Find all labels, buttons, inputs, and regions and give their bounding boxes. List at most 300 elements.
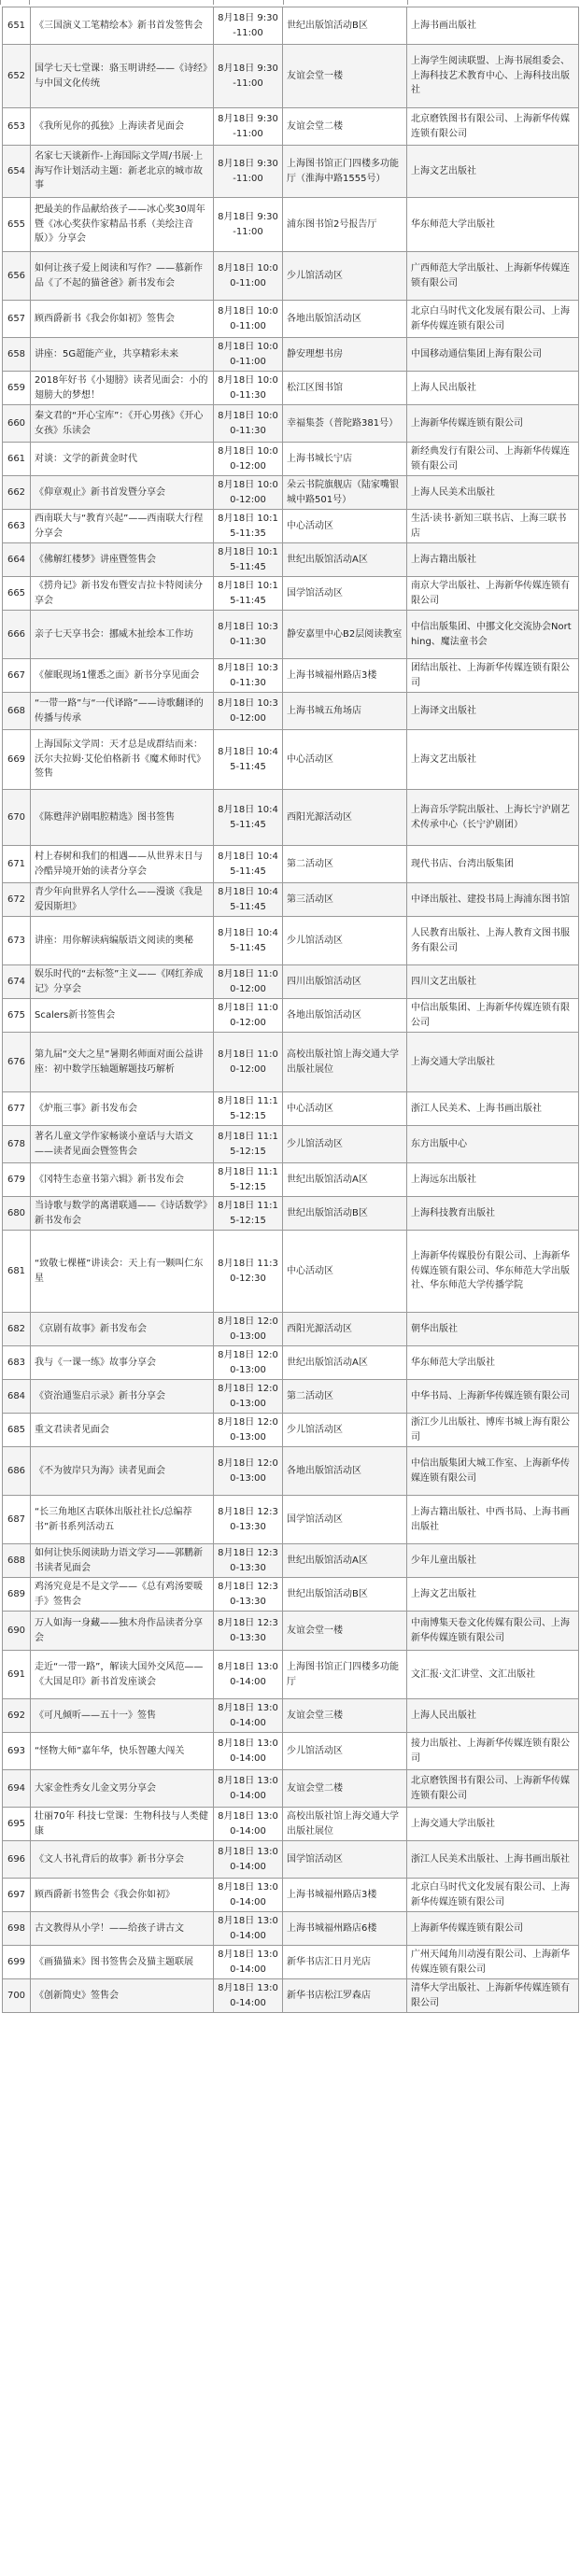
event-organizer: 上海译文出版社 — [407, 693, 579, 730]
event-title: “一带一路”与“一代译路”——诗歌翻译的传播与传承 — [31, 693, 214, 730]
table-row — [3, 1912, 579, 1946]
table-row — [3, 1380, 579, 1414]
event-title: 《冈特生态童书第六辑》新书发布会 — [31, 1163, 214, 1197]
event-date-time: 8月18日 10:00-12:00 — [214, 443, 283, 476]
event-venue: 友谊会堂二楼 — [283, 108, 407, 146]
event-venue: 世纪出版馆活动A区 — [283, 543, 407, 577]
event-date-time: 8月18日 11:00-12:00 — [214, 1033, 283, 1092]
event-date-time: 8月18日 10:00-11:00 — [214, 338, 283, 372]
event-venue: 少儿馆活动区 — [283, 1733, 407, 1770]
event-date-time: 8月18日 10:15-11:35 — [214, 510, 283, 543]
event-schedule-table — [2, 7, 579, 2013]
event-date-time: 8月18日 13:00-14:00 — [214, 1808, 283, 1841]
event-date-time: 8月18日 9:30-11:00 — [214, 146, 283, 198]
event-date-time: 8月18日 13:00-14:00 — [214, 1879, 283, 1912]
event-number: 691 — [3, 1651, 31, 1699]
event-organizer: 中南博集天卷文化传媒有限公司、上海新华传媒连锁有限公司 — [407, 1612, 579, 1651]
table-row — [3, 7, 579, 45]
event-title: 亲子七天享书会：挪威木扯绘本工作坊 — [31, 611, 214, 659]
event-title: 我与《一课一练》故事分享会 — [31, 1346, 214, 1380]
event-title: 《资治通鉴启示录》新书分享会 — [31, 1380, 214, 1414]
event-title: 《陈甦萍沪剧唱腔精选》图书签售 — [31, 790, 214, 846]
event-venue: 上海书城长宁店 — [283, 443, 407, 476]
event-venue: 少儿馆活动区 — [283, 1126, 407, 1163]
event-organizer: 广州天闻角川动漫有限公司、上海新华传媒连锁有限公司 — [407, 1946, 579, 1979]
event-title: 第九届“交大之星”暑期名师面对面公益讲座：初中数学压轴题解题技巧解析 — [31, 1033, 214, 1092]
table-row — [3, 510, 579, 543]
event-venue: 静安理想书房 — [283, 338, 407, 372]
event-title: 秦文君的“开心宝库”：《开心男孩》《开心女孩》乐读会 — [31, 405, 214, 443]
event-venue: 高校出版社馆上海交通大学出版社展位 — [283, 1808, 407, 1841]
event-number: 672 — [3, 883, 31, 917]
event-date-time: 8月18日 12:30-13:30 — [214, 1544, 283, 1578]
event-title: 《可凡倾听——五十一》签售 — [31, 1699, 214, 1733]
event-organizer: 上海学生阅读联盟、上海书展组委会、上海科技艺术教育中心、上海科技出版社 — [407, 45, 579, 108]
table-row — [3, 1163, 579, 1197]
table-row — [3, 1313, 579, 1346]
table-row — [3, 790, 579, 846]
table-row — [3, 1808, 579, 1841]
event-title: 《催眠现场1懂悉之面》新书分享见面会 — [31, 659, 214, 693]
event-title: 青少年向世界名人学什么——漫谈《我是爱因斯坦》 — [31, 883, 214, 917]
table-row — [3, 1733, 579, 1770]
event-number: 677 — [3, 1092, 31, 1126]
event-date-time: 8月18日 9:30-11:00 — [214, 45, 283, 108]
event-title: 顾西爵新书签售会《我会你如初》 — [31, 1879, 214, 1912]
event-organizer: 朝华出版社 — [407, 1313, 579, 1346]
event-venue: 少儿馆活动区 — [283, 917, 407, 965]
event-number: 653 — [3, 108, 31, 146]
table-row — [3, 1651, 579, 1699]
event-number: 668 — [3, 693, 31, 730]
event-venue: 上海图书馆正门四楼多功能厅（淮海中路1555号） — [283, 146, 407, 198]
event-title: 娱乐时代的“去标签”主义——《网红养成记》分享会 — [31, 965, 214, 999]
event-organizer: 上海文艺出版社 — [407, 730, 579, 790]
event-organizer: 上海新华传媒连锁有限公司 — [407, 405, 579, 443]
event-venue: 友谊会堂三楼 — [283, 1699, 407, 1733]
event-venue: 各地出版馆活动区 — [283, 301, 407, 338]
event-organizer: 上海人民出版社 — [407, 372, 579, 405]
event-date-time: 8月18日 12:00-13:00 — [214, 1380, 283, 1414]
event-venue: 朵云书院旗舰店（陆家嘴银城中路501号） — [283, 476, 407, 510]
event-title: “怪物大师”嘉年华，快乐智趣大闯关 — [31, 1733, 214, 1770]
event-organizer: 浙江人民美术、上海书画出版社 — [407, 1092, 579, 1126]
event-venue: 国学馆活动区 — [283, 577, 407, 611]
table-row — [3, 917, 579, 965]
table-row — [3, 1979, 579, 2013]
event-venue: 幸福集荟（普陀路381号） — [283, 405, 407, 443]
event-number: 654 — [3, 146, 31, 198]
event-number: 665 — [3, 577, 31, 611]
event-date-time: 8月18日 12:00-13:00 — [214, 1414, 283, 1447]
table-row — [3, 443, 579, 476]
event-title: 《画猫猫来》图书签售会及猫主题联展 — [31, 1946, 214, 1979]
event-venue: 浦东图书馆2号报告厅 — [283, 198, 407, 252]
event-venue: 友谊会堂二楼 — [283, 1770, 407, 1808]
event-number: 664 — [3, 543, 31, 577]
event-venue: 国学馆活动区 — [283, 1841, 407, 1879]
event-number: 663 — [3, 510, 31, 543]
event-venue: 世纪出版馆活动A区 — [283, 1346, 407, 1380]
event-date-time: 8月18日 13:00-14:00 — [214, 1912, 283, 1946]
event-organizer: 北京磨铁图书有限公司、上海新华传媒连锁有限公司 — [407, 108, 579, 146]
event-title: 讲座：5G超能产业，共享精彩未来 — [31, 338, 214, 372]
event-number: 670 — [3, 790, 31, 846]
event-organizer: 浙江少儿出版社、博库书城上海有限公司 — [407, 1414, 579, 1447]
event-date-time: 8月18日 10:00-11:00 — [214, 301, 283, 338]
event-number: 679 — [3, 1163, 31, 1197]
event-number: 671 — [3, 846, 31, 883]
table-row — [3, 1496, 579, 1544]
event-organizer: 上海远东出版社 — [407, 1163, 579, 1197]
event-date-time: 8月18日 10:45-11:45 — [214, 883, 283, 917]
event-number: 683 — [3, 1346, 31, 1380]
event-number: 693 — [3, 1733, 31, 1770]
event-date-time: 8月18日 11:15-12:15 — [214, 1092, 283, 1126]
event-number: 686 — [3, 1447, 31, 1496]
event-date-time: 8月18日 10:30-11:30 — [214, 659, 283, 693]
event-date-time: 8月18日 10:45-11:45 — [214, 917, 283, 965]
event-organizer: 上海人民美术出版社 — [407, 476, 579, 510]
event-title: 《京剧有故事》新书发布会 — [31, 1313, 214, 1346]
table-row — [3, 198, 579, 252]
event-venue: 世纪出版馆活动A区 — [283, 1544, 407, 1578]
event-organizer: 生活·读书·新知三联书店、上海三联书店 — [407, 510, 579, 543]
event-number: 657 — [3, 301, 31, 338]
event-date-time: 8月18日 12:30-13:30 — [214, 1496, 283, 1544]
event-organizer: 文汇报·文汇讲堂、文汇出版社 — [407, 1651, 579, 1699]
event-number: 678 — [3, 1126, 31, 1163]
event-date-time: 8月18日 10:45-11:45 — [214, 730, 283, 790]
table-row — [3, 45, 579, 108]
event-title: 对谈：文学的新黄金时代 — [31, 443, 214, 476]
event-title: 上海国际文学周：天才总是成群结而来：沃尔夫拉姆·艾伦伯格新书《魔术师时代》签售 — [31, 730, 214, 790]
event-organizer: 上海新华传媒连锁有限公司 — [407, 1912, 579, 1946]
table-row — [3, 108, 579, 146]
event-number: 690 — [3, 1612, 31, 1651]
event-venue: 新华书店松江罗森店 — [283, 1979, 407, 2013]
event-title: 走近“一带一路”，解读大国外交风范——《大国足印》新书首发座谈会 — [31, 1651, 214, 1699]
event-organizer: 广西师范大学出版社、上海新华传媒连锁有限公司 — [407, 252, 579, 301]
event-title: 《不为彼岸只为海》读者见面会 — [31, 1447, 214, 1496]
event-number: 676 — [3, 1033, 31, 1092]
event-rows — [3, 7, 579, 2013]
event-organizer: 北京白马时代文化发展有限公司、上海新华传媒连锁有限公司 — [407, 301, 579, 338]
event-organizer: 南京大学出版社、上海新华传媒连锁有限公司 — [407, 577, 579, 611]
event-number: 674 — [3, 965, 31, 999]
event-organizer: 中国移动通信集团上海有限公司 — [407, 338, 579, 372]
event-number: 688 — [3, 1544, 31, 1578]
event-date-time: 8月18日 10:15-11:45 — [214, 577, 283, 611]
event-number: 695 — [3, 1808, 31, 1841]
event-organizer: 中信出版集团大城工作室、上海新华传媒连锁有限公司 — [407, 1447, 579, 1496]
event-number: 651 — [3, 7, 31, 45]
event-title: 如何让快乐阅读助力语文学习——郭鹏新书读者见面会 — [31, 1544, 214, 1578]
event-date-time: 8月18日 11:15-12:15 — [214, 1197, 283, 1231]
event-title: “长三角地区古联体出版社社长/总编荐书”新书系列活动五 — [31, 1496, 214, 1544]
event-number: 661 — [3, 443, 31, 476]
event-title: 《三国演义工笔精绘本》新书首发签售会 — [31, 7, 214, 45]
event-number: 685 — [3, 1414, 31, 1447]
event-organizer: 上海文艺出版社 — [407, 146, 579, 198]
event-organizer: 上海古籍出版社、中西书局、上海书画出版社 — [407, 1496, 579, 1544]
top-row-stub — [0, 0, 580, 5]
event-title: “致敬七棵槿”讲读会：天上有一颗叫仁东星 — [31, 1231, 214, 1313]
event-title: 村上春树和我们的相遇——从世界末日与冷酷异境开始的读者分享会 — [31, 846, 214, 883]
event-venue: 世纪出版馆活动B区 — [283, 7, 407, 45]
table-row — [3, 577, 579, 611]
table-row — [3, 1414, 579, 1447]
event-date-time: 8月18日 12:00-13:00 — [214, 1346, 283, 1380]
event-venue: 各地出版馆活动区 — [283, 1447, 407, 1496]
table-row — [3, 999, 579, 1033]
event-number: 666 — [3, 611, 31, 659]
event-venue: 第三活动区 — [283, 883, 407, 917]
event-organizer: 接力出版社、上海新华传媒连锁有限公司 — [407, 1733, 579, 1770]
event-organizer: 上海书画出版社 — [407, 7, 579, 45]
event-date-time: 8月18日 10:30-12:00 — [214, 693, 283, 730]
event-organizer: 现代书店、台湾出版集团 — [407, 846, 579, 883]
event-organizer: 东方出版中心 — [407, 1126, 579, 1163]
event-date-time: 8月18日 10:45-11:45 — [214, 790, 283, 846]
event-organizer: 中信出版集团、上海新华传媒连锁有限公司 — [407, 999, 579, 1033]
event-date-time: 8月18日 13:00-14:00 — [214, 1699, 283, 1733]
event-venue: 上海书城福州路店3楼 — [283, 1879, 407, 1912]
event-number: 656 — [3, 252, 31, 301]
event-venue: 世纪出版馆活动A区 — [283, 1163, 407, 1197]
event-date-time: 8月18日 13:00-14:00 — [214, 1733, 283, 1770]
event-venue: 新华书店汇日月光店 — [283, 1946, 407, 1979]
event-number: 698 — [3, 1912, 31, 1946]
table-row — [3, 146, 579, 198]
event-organizer: 清华大学出版社、上海新华传媒连锁有限公司 — [407, 1979, 579, 2013]
event-venue: 中心活动区 — [283, 1231, 407, 1313]
event-title: 万人如海一身藏——独木舟作品读者分享会 — [31, 1612, 214, 1651]
event-date-time: 8月18日 12:00-13:00 — [214, 1447, 283, 1496]
table-row — [3, 1033, 579, 1092]
event-organizer: 北京磨铁图书有限公司、上海新华传媒连锁有限公司 — [407, 1770, 579, 1808]
table-row — [3, 1544, 579, 1578]
event-organizer: 团结出版社、上海新华传媒连锁有限公司 — [407, 659, 579, 693]
table-row — [3, 1770, 579, 1808]
event-title: 鸡汤究竟是不是文学——《总有鸡汤要暖手》签售会 — [31, 1578, 214, 1612]
event-title: 顾西爵新书《我会你如初》签售会 — [31, 301, 214, 338]
table-row — [3, 1197, 579, 1231]
event-venue: 少儿馆活动区 — [283, 252, 407, 301]
event-number: 667 — [3, 659, 31, 693]
event-date-time: 8月18日 9:30-11:00 — [214, 198, 283, 252]
event-title: 壮丽70年 科技七堂课：生物科技与人类健康 — [31, 1808, 214, 1841]
event-venue: 中心活动区 — [283, 510, 407, 543]
event-number: 662 — [3, 476, 31, 510]
event-organizer: 华东师范大学出版社 — [407, 1346, 579, 1380]
event-organizer: 华东师范大学出版社 — [407, 198, 579, 252]
table-row — [3, 846, 579, 883]
event-date-time: 8月18日 13:00-14:00 — [214, 1979, 283, 2013]
event-date-time: 8月18日 11:00-12:00 — [214, 999, 283, 1033]
event-organizer: 人民教育出版社、上海人教育文图书服务有限公司 — [407, 917, 579, 965]
table-row — [3, 252, 579, 301]
event-organizer: 上海交通大学出版社 — [407, 1033, 579, 1092]
event-venue: 西阳光源活动区 — [283, 1313, 407, 1346]
event-organizer: 新经典发行有限公司、上海新华传媒连锁有限公司 — [407, 443, 579, 476]
event-date-time: 8月18日 11:15-12:15 — [214, 1126, 283, 1163]
event-title: 当诗歌与数学的离谱联通——《诗话数学》新书发布会 — [31, 1197, 214, 1231]
event-number: 673 — [3, 917, 31, 965]
table-row — [3, 883, 579, 917]
event-date-time: 8月18日 10:00-11:00 — [214, 252, 283, 301]
event-organizer: 少年儿童出版社 — [407, 1544, 579, 1578]
event-number: 684 — [3, 1380, 31, 1414]
table-row — [3, 1126, 579, 1163]
event-date-time: 8月18日 11:15-12:15 — [214, 1163, 283, 1197]
event-venue: 各地出版馆活动区 — [283, 999, 407, 1033]
event-number: 687 — [3, 1496, 31, 1544]
event-venue: 高校出版社馆上海交通大学出版社展位 — [283, 1033, 407, 1092]
event-number: 682 — [3, 1313, 31, 1346]
event-title: 《佛解红楼梦》讲座暨签售会 — [31, 543, 214, 577]
event-title: 著名儿童文学作家畅谈小童话与大语文——读者见面会暨签售会 — [31, 1126, 214, 1163]
table-row — [3, 405, 579, 443]
event-number: 655 — [3, 198, 31, 252]
event-title: 《创新简史》签售会 — [31, 1979, 214, 2013]
table-row — [3, 1231, 579, 1313]
table-row — [3, 476, 579, 510]
table-row — [3, 1612, 579, 1651]
event-title: 《文人书礼背后的故事》新书分享会 — [31, 1841, 214, 1879]
event-organizer: 中华书局、上海新华传媒连锁有限公司 — [407, 1380, 579, 1414]
event-date-time: 8月18日 13:00-14:00 — [214, 1946, 283, 1979]
event-date-time: 8月18日 12:30-13:30 — [214, 1612, 283, 1651]
event-number: 660 — [3, 405, 31, 443]
event-date-time: 8月18日 11:00-12:00 — [214, 965, 283, 999]
event-date-time: 8月18日 10:45-11:45 — [214, 846, 283, 883]
event-organizer: 上海文艺出版社 — [407, 1578, 579, 1612]
event-title: 《我所见你的孤独》上海读者见面会 — [31, 108, 214, 146]
event-number: 680 — [3, 1197, 31, 1231]
event-title: 2018年好书《小翅膀》读者见面会：小的翅膀大的梦想！ — [31, 372, 214, 405]
event-venue: 上海书城福州路店6楼 — [283, 1912, 407, 1946]
event-number: 658 — [3, 338, 31, 372]
table-row — [3, 611, 579, 659]
table-row — [3, 1346, 579, 1380]
event-number: 652 — [3, 45, 31, 108]
table-row — [3, 1841, 579, 1879]
table-row — [3, 1092, 579, 1126]
table-row — [3, 301, 579, 338]
event-title: 《捞舟记》新书发布暨安吉拉卡特阅读分享会 — [31, 577, 214, 611]
event-venue: 世纪出版馆活动B区 — [283, 1578, 407, 1612]
event-number: 689 — [3, 1578, 31, 1612]
event-number: 681 — [3, 1231, 31, 1313]
event-title: 国学七天七堂课：骆玉明讲经——《诗经》与中国文化传统 — [31, 45, 214, 108]
event-venue: 上海书城五角场店 — [283, 693, 407, 730]
event-number: 697 — [3, 1879, 31, 1912]
table-row — [3, 1879, 579, 1912]
event-date-time: 8月18日 10:15-11:45 — [214, 543, 283, 577]
event-date-time: 8月18日 13:00-14:00 — [214, 1841, 283, 1879]
event-date-time: 8月18日 11:30-12:30 — [214, 1231, 283, 1313]
event-date-time: 8月18日 9:30-11:00 — [214, 7, 283, 45]
event-organizer: 中信出版集团、中挪文化交流协会Northing、魔法童书会 — [407, 611, 579, 659]
event-venue: 松江区图书馆 — [283, 372, 407, 405]
event-organizer: 上海人民出版社 — [407, 1699, 579, 1733]
table-row — [3, 1447, 579, 1496]
event-date-time: 8月18日 12:00-13:00 — [214, 1313, 283, 1346]
event-title: 大家金性秀女儿金文男分享会 — [31, 1770, 214, 1808]
event-venue: 上海书城福州路店3楼 — [283, 659, 407, 693]
event-title: 西南联大与“教育兴起”——西南联大行程分享会 — [31, 510, 214, 543]
event-organizer: 上海音乐学院出版社、上海长宁沪剧艺术传承中心（长宁沪剧团） — [407, 790, 579, 846]
event-title: 《仰章观止》新书首发暨分享会 — [31, 476, 214, 510]
event-venue: 友谊会堂一楼 — [283, 1612, 407, 1651]
event-number: 675 — [3, 999, 31, 1033]
event-venue: 世纪出版馆活动B区 — [283, 1197, 407, 1231]
event-number: 696 — [3, 1841, 31, 1879]
event-venue: 第二活动区 — [283, 1380, 407, 1414]
event-title: 讲座：用你解读病编版语文阅读的奥秘 — [31, 917, 214, 965]
event-date-time: 8月18日 10:30-11:30 — [214, 611, 283, 659]
event-title: 《炉瓶三事》新书发布会 — [31, 1092, 214, 1126]
event-title: 如何让孩子爱上阅读和写作？——慕新作品《了不起的猫爸爸》新书发布会 — [31, 252, 214, 301]
event-venue: 四川出版馆活动区 — [283, 965, 407, 999]
event-organizer: 中译出版社、建投书局上海浦东图书馆 — [407, 883, 579, 917]
table-row — [3, 730, 579, 790]
event-title: 重文君读者见面会 — [31, 1414, 214, 1447]
table-row — [3, 1946, 579, 1979]
event-date-time: 8月18日 10:00-11:30 — [214, 405, 283, 443]
event-number: 694 — [3, 1770, 31, 1808]
table-row — [3, 372, 579, 405]
event-number: 659 — [3, 372, 31, 405]
event-organizer: 四川文艺出版社 — [407, 965, 579, 999]
table-row — [3, 338, 579, 372]
event-venue: 国学馆活动区 — [283, 1496, 407, 1544]
table-row — [3, 1578, 579, 1612]
event-venue: 友谊会堂一楼 — [283, 45, 407, 108]
event-date-time: 8月18日 10:00-12:00 — [214, 476, 283, 510]
event-venue: 西阳光源活动区 — [283, 790, 407, 846]
table-row — [3, 965, 579, 999]
table-row — [3, 1699, 579, 1733]
event-title: Scalers新书签售会 — [31, 999, 214, 1033]
table-row — [3, 659, 579, 693]
event-organizer: 浙江人民美术出版社、上海书画出版社 — [407, 1841, 579, 1879]
event-organizer: 上海古籍出版社 — [407, 543, 579, 577]
event-organizer: 上海新华传媒股份有限公司、上海新华传媒连锁有限公司、华东师范大学出版社、华东师范大学传播学院 — [407, 1231, 579, 1313]
event-organizer: 上海交通大学出版社 — [407, 1808, 579, 1841]
event-organizer: 北京白马时代文化发展有限公司、上海新华传媒连锁有限公司 — [407, 1879, 579, 1912]
event-venue: 静安嘉里中心B2层阅读教室 — [283, 611, 407, 659]
event-title: 古文教得从小学！——给孩子讲古文 — [31, 1912, 214, 1946]
event-date-time: 8月18日 9:30-11:00 — [214, 108, 283, 146]
event-title: 把最美的作品献给孩子——冰心奖30周年暨《冰心奖获作家精品书系（美绘注音版）》分享会 — [31, 198, 214, 252]
event-venue: 中心活动区 — [283, 1092, 407, 1126]
event-number: 692 — [3, 1699, 31, 1733]
event-date-time: 8月18日 13:00-14:00 — [214, 1651, 283, 1699]
event-venue: 第二活动区 — [283, 846, 407, 883]
table-row — [3, 693, 579, 730]
table-row — [3, 543, 579, 577]
event-organizer: 上海科技教育出版社 — [407, 1197, 579, 1231]
event-venue: 中心活动区 — [283, 730, 407, 790]
event-venue: 上海图书馆正门四楼多功能厅 — [283, 1651, 407, 1699]
event-date-time: 8月18日 13:00-14:00 — [214, 1770, 283, 1808]
event-number: 669 — [3, 730, 31, 790]
event-date-time: 8月18日 10:00-11:30 — [214, 372, 283, 405]
event-number: 700 — [3, 1979, 31, 2013]
event-venue: 少儿馆活动区 — [283, 1414, 407, 1447]
